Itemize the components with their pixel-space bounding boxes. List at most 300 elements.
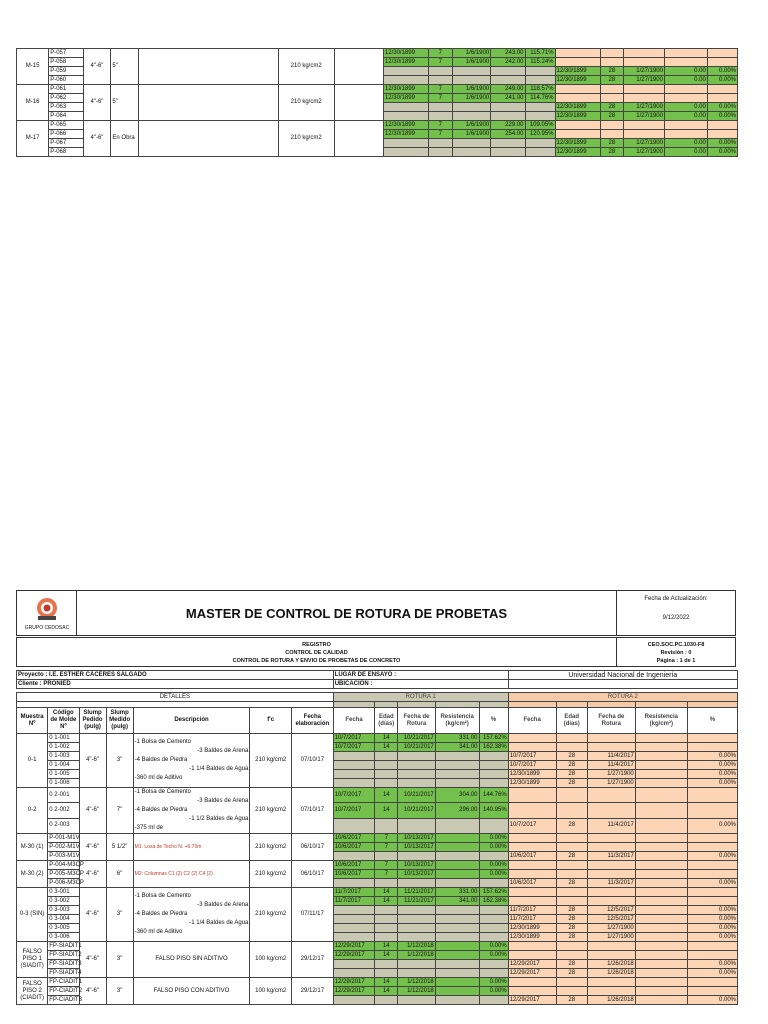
rotura2-pct-cell: [687, 897, 737, 906]
rotura2-resistencia-cell: [635, 951, 687, 960]
rotura1-fecha-rotura-cell: 1/6/1900: [452, 58, 491, 67]
rotura1-fecha-rotura-cell: 11/21/2017: [398, 888, 436, 897]
rotura2-edad-cell: [556, 734, 587, 743]
rotura1-fecha-rotura-cell: 11/21/2017: [398, 897, 436, 906]
registro-line-1: REGISTRO: [302, 642, 331, 648]
rotura1-edad-cell: 14: [375, 734, 398, 743]
mold-code-cell: 0 1-003: [48, 752, 79, 761]
rotura1-edad-cell: 7: [428, 58, 452, 67]
rotura2-pct-cell: [687, 788, 737, 803]
rotura1-pct-cell: 157.62%: [479, 888, 508, 897]
description-line: -4 Baldes de Piedra: [134, 757, 188, 763]
rotura1-edad-cell: [428, 112, 452, 121]
rotura2-fecha-cell: [555, 94, 600, 103]
rotura1-pct-cell: [479, 818, 508, 833]
rotura2-pct-cell: [707, 49, 737, 58]
lugar-label: LUGAR DE ENSAYO :: [334, 671, 397, 678]
rotura2-resistencia-cell: [635, 788, 687, 803]
elab-date-cell: 07/11/17: [292, 888, 334, 942]
rotura2-fecha-rotura-cell: [587, 951, 635, 960]
rotura1-fecha-cell: 12/30/1899: [383, 49, 428, 58]
rotura2-pct-cell: 0.00%: [687, 915, 737, 924]
rotura1-resistencia-cell: [435, 906, 479, 915]
rotura2-fecha-cell: 11/7/2017: [508, 915, 556, 924]
col-fecha-elab: Fecha elaboración: [292, 708, 334, 734]
mold-code-cell: 0 3-004: [48, 915, 79, 924]
elab-date-cell: 07/10/17: [292, 788, 334, 834]
rotura2-fecha-rotura-cell: 1/26/2018: [587, 960, 635, 969]
rotura1-fecha-cell: 12/30/1899: [383, 130, 428, 139]
rotura2-pct-cell: [707, 121, 737, 130]
description-line: -3 Baldes de Arena: [197, 902, 249, 908]
mold-code-cell: P-059: [49, 67, 83, 76]
rotura2-fecha-rotura-cell: [624, 130, 665, 139]
rotura1-edad-cell: 14: [375, 987, 398, 996]
rotura1-fecha-cell: 10/6/2017: [333, 843, 375, 852]
mold-code-cell: FP-CIADIT2: [49, 987, 82, 994]
rotura1-fecha-cell: [383, 112, 428, 121]
rotura1-resistencia-cell: [435, 933, 479, 942]
rotura2-pct-cell: 0.00%: [687, 752, 737, 761]
rotura1-fecha-rotura-cell: 10/21/2017: [398, 743, 436, 752]
elab-date-cell: 07/10/17: [292, 734, 334, 788]
ubicacion-label: UBICACIÓN :: [334, 680, 373, 687]
rotura2-pct-cell: 0.00%: [687, 779, 737, 788]
rotura2-fecha-rotura-cell: [624, 58, 665, 67]
rotura2-fecha-rotura-cell: 1/27/1900: [624, 67, 665, 76]
mold-code-cell: P-066: [49, 130, 83, 139]
description-cell: [133, 788, 250, 834]
col-r1-edad: Edad (días): [375, 708, 398, 734]
rotura2-resistencia-cell: 0.00: [664, 76, 707, 85]
rotura2-fecha-cell: 12/29/2017: [508, 969, 556, 978]
col-r2-resistencia: Resistencia (kg/cm²): [635, 708, 687, 734]
rotura1-fecha-rotura-cell: [398, 779, 436, 788]
rotura2-pct-cell: [687, 743, 737, 752]
rotura1-fecha-cell: [383, 148, 428, 157]
rotura2-pct-cell: [687, 942, 737, 951]
elab-cell: [334, 49, 383, 85]
rotura2-edad-cell: 28: [556, 761, 587, 770]
mold-code-cell: P-064: [49, 112, 83, 121]
rotura2-fecha-rotura-cell: 1/27/1900: [587, 770, 635, 779]
rotura1-resistencia-cell: [435, 843, 479, 852]
rotura1-fecha-cell: [383, 76, 428, 85]
rotura1-edad-cell: [375, 752, 398, 761]
rotura1-resistencia-cell: [435, 770, 479, 779]
rotura1-resistencia-cell: [435, 861, 479, 870]
rotura2-fecha-rotura-cell: [624, 94, 665, 103]
rotura1-fecha-cell: 11/7/2017: [333, 888, 375, 897]
rotura1-fecha-cell: 10/7/2017: [333, 734, 375, 743]
rotura1-edad-cell: 7: [375, 861, 398, 870]
rotura1-resistencia-cell: [491, 139, 525, 148]
rotura2-fecha-rotura-cell: [624, 85, 665, 94]
rotura2-fecha-rotura-cell: [587, 734, 635, 743]
rotura2-fecha-rotura-cell: [587, 942, 635, 951]
rotura1-fecha-cell: 12/30/1899: [383, 58, 428, 67]
rotura2-fecha-rotura-cell: 1/27/1900: [624, 139, 665, 148]
rotura2-resistencia-cell: 0.00: [664, 103, 707, 112]
rotura1-fecha-cell: 12/30/1899: [383, 94, 428, 103]
mold-code-cell: FP-SIADIT4: [49, 969, 82, 976]
rotura2-resistencia-cell: 0.00: [664, 148, 707, 157]
slump-medido-cell: 3": [106, 978, 133, 1005]
description-line: -1 Bolsa de Cemento: [134, 739, 192, 745]
rotura1-edad-cell: [375, 779, 398, 788]
rotura1-fecha-cell: [333, 969, 375, 978]
rotura2-pct-cell: [707, 130, 737, 139]
rotura1-fecha-rotura-cell: [452, 112, 491, 121]
registro-revision: Revisión : 0: [660, 650, 692, 656]
dimension-cell: 4"-6": [83, 49, 111, 85]
table-row: [17, 788, 738, 803]
rotura1-pct-cell: 144.76%: [479, 788, 508, 803]
rotura2-resistencia-cell: [635, 942, 687, 951]
rotura2-fecha-rotura-cell: 11/4/2017: [587, 761, 635, 770]
rotura1-pct-cell: 0.00%: [479, 987, 508, 996]
rotura1-fecha-cell: [333, 915, 375, 924]
rotura2-resistencia-cell: [664, 85, 707, 94]
rotura2-fecha-cell: 10/6/2017: [508, 852, 556, 861]
rotura2-fecha-rotura-cell: [587, 843, 635, 852]
rotura2-edad-cell: 28: [600, 103, 624, 112]
rotura1-edad-cell: [375, 852, 398, 861]
rotura2-fecha-cell: 10/6/2017: [508, 879, 556, 888]
rotura2-edad-cell: [556, 788, 587, 803]
mold-code-cell: 0 1-001: [48, 734, 79, 743]
rotura1-fecha-cell: 12/30/1899: [383, 85, 428, 94]
rotura2-edad-cell: 28: [556, 770, 587, 779]
rotura1-resistencia-cell: [435, 969, 479, 978]
rotura1-resistencia-cell: [435, 879, 479, 888]
mold-code-cell: P-002-M1V: [49, 843, 80, 850]
rotura2-fecha-cell: [555, 121, 600, 130]
rotura2-resistencia-cell: [635, 888, 687, 897]
rotura1-resistencia-cell: [435, 915, 479, 924]
mold-code-cell: P-003-M1V: [49, 852, 80, 859]
rotura1-pct-cell: [479, 915, 508, 924]
mold-code-cell: 0 2-001: [48, 788, 79, 803]
registro-box: [16, 637, 736, 667]
rotura1-fecha-rotura-cell: 1/6/1900: [452, 130, 491, 139]
slump-pedido-cell: 4"-6": [79, 834, 106, 861]
sample-number-cell: FALSO PISO 2 (CIADIT): [17, 978, 48, 1005]
rotura1-fecha-rotura-cell: 10/13/2017: [398, 843, 436, 852]
rotura1-resistencia-cell: [435, 951, 479, 960]
document-title: MASTER DE CONTROL DE ROTURA DE PROBETAS: [77, 591, 617, 635]
rotura1-edad-cell: 14: [375, 888, 398, 897]
mold-code-cell: 0 1-002: [48, 743, 79, 752]
mold-code-cell: P-057: [49, 49, 83, 58]
rotura1-pct-cell: [479, 761, 508, 770]
mold-code-cell: 0 1-006: [48, 779, 79, 788]
description-cell: [133, 834, 250, 861]
rotura1-resistencia-cell: [491, 67, 525, 76]
rotura1-resistencia-cell: 254.00: [491, 130, 525, 139]
rotura2-resistencia-cell: [635, 933, 687, 942]
rotura1-pct-cell: [479, 779, 508, 788]
rotura1-resistencia-cell: 241.00: [491, 94, 525, 103]
fc-cell: 210 kg/cm2: [278, 85, 334, 121]
rotura1-pct-cell: [479, 852, 508, 861]
rotura1-fecha-cell: 12/29/2017: [333, 951, 375, 960]
mold-code-cell: 0 1-005: [48, 770, 79, 779]
slump-pedido-cell: 4"-6": [79, 788, 106, 834]
rotura2-fecha-rotura-cell: [587, 743, 635, 752]
rotura2-fecha-cell: [508, 788, 556, 803]
rotura1-fecha-rotura-cell: 1/6/1900: [452, 85, 491, 94]
rotura1-edad-cell: [428, 103, 452, 112]
rotura2-resistencia-cell: [635, 870, 687, 879]
rotura1-pct-cell: 115.71%: [525, 49, 555, 58]
table-row: [17, 942, 738, 951]
rotura2-edad-cell: 28: [556, 915, 587, 924]
col-r2-pct: %: [687, 708, 737, 734]
description-line: -3 Baldes de Arena: [197, 748, 249, 754]
rotura2-pct-cell: [687, 888, 737, 897]
table-row: [17, 121, 738, 130]
rotura2-edad-cell: [556, 870, 587, 879]
elab-date-cell: 06/10/17: [292, 861, 334, 888]
rotura2-fecha-cell: [508, 843, 556, 852]
rotura2-pct-cell: 0.00%: [687, 761, 737, 770]
rotura2-fecha-cell: 12/30/1899: [508, 924, 556, 933]
rotura2-resistencia-cell: [635, 770, 687, 779]
rotura2-pct-cell: 0.00%: [687, 960, 737, 969]
rotura1-fecha-cell: [333, 779, 375, 788]
rotura1-resistencia-cell: [435, 978, 479, 987]
master-results-table: [16, 670, 738, 1005]
slump-cell: 5": [111, 49, 139, 85]
rotura2-fecha-cell: 12/30/1899: [555, 76, 600, 85]
rotura2-resistencia-cell: 0.00: [664, 67, 707, 76]
rotura2-resistencia-cell: [635, 915, 687, 924]
description-cell: [133, 734, 250, 788]
update-box: [617, 591, 735, 635]
rotura1-fecha-cell: 10/6/2017: [333, 861, 375, 870]
sample-number-cell: 0-1: [17, 734, 48, 788]
description-line: -1 Bolsa de Cemento: [134, 893, 192, 899]
mold-code-cell: 0 2-003: [48, 818, 79, 833]
rotura1-resistencia-cell: [435, 987, 479, 996]
rotura1-fecha-rotura-cell: [398, 915, 436, 924]
rotura1-edad-cell: [375, 996, 398, 1005]
rotura2-edad-cell: [556, 942, 587, 951]
rotura1-fecha-rotura-cell: 10/21/2017: [398, 788, 436, 803]
table-row: [17, 834, 738, 843]
rotura1-fecha-cell: 12/30/1899: [383, 121, 428, 130]
rotura2-fecha-rotura-cell: [587, 888, 635, 897]
rotura2-edad-cell: [556, 978, 587, 987]
rotura2-fecha-cell: [555, 49, 600, 58]
description-line: -3 Baldes de Arena: [197, 798, 249, 804]
rotura1-edad-cell: [428, 148, 452, 157]
rotura2-resistencia-cell: [635, 960, 687, 969]
rotura1-fecha-rotura-cell: 10/13/2017: [398, 870, 436, 879]
description-cell: [133, 942, 250, 978]
rotura1-fecha-cell: [333, 770, 375, 779]
rotura1-edad-cell: 14: [375, 978, 398, 987]
rotura1-resistencia-cell: 249.00: [491, 85, 525, 94]
slump-pedido-cell: 4"-6": [79, 734, 106, 788]
rotura1-resistencia-cell: 331.00: [435, 734, 479, 743]
rotura2-resistencia-cell: [635, 743, 687, 752]
rotura2-fecha-rotura-cell: 1/27/1900: [624, 76, 665, 85]
rotura2-pct-cell: [687, 978, 737, 987]
table-row: [17, 861, 738, 870]
rotura2-fecha-cell: [508, 888, 556, 897]
col-r1-resistencia: Resistencia (kg/cm²): [435, 708, 479, 734]
rotura1-fecha-rotura-cell: [452, 103, 491, 112]
rotura1-pct-cell: 0.00%: [479, 951, 508, 960]
rotura1-resistencia-cell: 341.00: [435, 897, 479, 906]
rotura1-edad-cell: 7: [428, 85, 452, 94]
description-line: M1: Losa de Techo N. +6.70m: [134, 843, 202, 850]
table-row: [17, 49, 738, 58]
rotura2-edad-cell: [600, 130, 624, 139]
rotura2-pct-cell: [687, 951, 737, 960]
rotura2-fecha-rotura-cell: [587, 987, 635, 996]
rotura1-edad-cell: [375, 770, 398, 779]
rotura1-fecha-cell: 10/6/2017: [333, 870, 375, 879]
mold-code-cell: 0 3-003: [48, 906, 79, 915]
rotura2-fecha-cell: 11/7/2017: [508, 906, 556, 915]
rotura1-resistencia-cell: [491, 112, 525, 121]
rotura2-pct-cell: [687, 870, 737, 879]
rotura1-resistencia-cell: [435, 818, 479, 833]
rotura2-pct-cell: 0.00%: [707, 112, 737, 121]
rotura1-edad-cell: 7: [375, 834, 398, 843]
rotura1-fecha-rotura-cell: 1/6/1900: [452, 121, 491, 130]
rotura2-fecha-cell: [508, 951, 556, 960]
rotura2-resistencia-cell: [635, 803, 687, 818]
rotura1-fecha-cell: [333, 879, 375, 888]
rotura1-edad-cell: 7: [428, 121, 452, 130]
rotura1-fecha-cell: [383, 139, 428, 148]
slump-medido-cell: 3": [106, 734, 133, 788]
rotura2-pct-cell: 0.00%: [687, 852, 737, 861]
rotura2-resistencia-cell: [635, 906, 687, 915]
mold-code-cell: FP-CIADIT1: [49, 978, 82, 985]
rotura2-fecha-cell: [555, 130, 600, 139]
rotura1-fecha-rotura-cell: 10/21/2017: [398, 734, 436, 743]
rotura2-header: ROTURA 2: [508, 693, 737, 702]
mold-code-cell: P-058: [49, 58, 83, 67]
rotura1-fecha-cell: 11/7/2017: [333, 897, 375, 906]
rotura2-edad-cell: 28: [600, 148, 624, 157]
rotura1-resistencia-cell: 243.00: [491, 49, 525, 58]
rotura2-edad-cell: 28: [556, 752, 587, 761]
rotura2-fecha-cell: 10/7/2017: [508, 818, 556, 833]
slump-medido-cell: 3": [106, 942, 133, 978]
rotura1-pct-cell: [525, 67, 555, 76]
rotura1-edad-cell: 7: [428, 130, 452, 139]
rotura2-fecha-cell: [508, 743, 556, 752]
rotura2-resistencia-cell: 0.00: [664, 139, 707, 148]
rotura1-fecha-rotura-cell: [398, 969, 436, 978]
fc-cell: 210 kg/cm2: [250, 888, 292, 942]
update-label: Fecha de Actualización:: [644, 596, 708, 602]
rotura1-edad-cell: [375, 915, 398, 924]
rotura2-fecha-cell: [508, 861, 556, 870]
rotura2-pct-cell: 0.00%: [707, 148, 737, 157]
col-descripcion: Descripción: [133, 708, 250, 734]
rotura2-fecha-cell: [508, 987, 556, 996]
rotura1-edad-cell: 14: [375, 743, 398, 752]
rotura2-edad-cell: [556, 897, 587, 906]
description-line: -1 1/4 Baldes de Agua: [189, 766, 249, 772]
sample-group-cell: M-16: [17, 85, 49, 121]
rotura1-fecha-cell: [383, 67, 428, 76]
description-line: -375 ml de: [134, 825, 164, 831]
rotura1-edad-cell: [375, 761, 398, 770]
rotura1-edad-cell: [375, 818, 398, 833]
rotura2-fecha-rotura-cell: 11/4/2017: [587, 752, 635, 761]
rotura1-edad-cell: 14: [375, 803, 398, 818]
rotura1-fecha-rotura-cell: 1/12/2018: [398, 987, 436, 996]
rotura1-fecha-cell: [333, 906, 375, 915]
rotura1-edad-cell: [375, 960, 398, 969]
rotura1-fecha-rotura-cell: [398, 770, 436, 779]
rotura2-fecha-rotura-cell: [587, 870, 635, 879]
rotura2-edad-cell: [600, 49, 624, 58]
cliente-label: Cliente : PRONIED: [18, 680, 71, 687]
rotura2-pct-cell: 0.00%: [707, 67, 737, 76]
description-line: FALSO PISO SIN ADITIVO: [155, 956, 228, 962]
col-muestra: Muestra Nº: [17, 708, 48, 734]
rotura1-edad-cell: 7: [428, 94, 452, 103]
rotura2-pct-cell: [707, 94, 737, 103]
detalles-header: DETALLES: [17, 693, 334, 702]
rotura2-resistencia-cell: [635, 978, 687, 987]
rotura1-header: ROTURA 1: [333, 693, 508, 702]
rotura2-fecha-cell: [508, 734, 556, 743]
rotura1-pct-cell: [479, 752, 508, 761]
master-table-body: [17, 734, 738, 1005]
rotura2-fecha-cell: 12/30/1899: [555, 139, 600, 148]
rotura2-edad-cell: [600, 85, 624, 94]
table-row: [17, 85, 738, 94]
description-line: -1 1/2 Baldes de Agua: [189, 816, 249, 822]
rotura1-resistencia-cell: [491, 103, 525, 112]
sample-group-cell: M-17: [17, 121, 49, 157]
rotura2-edad-cell: [600, 121, 624, 130]
rotura1-edad-cell: [375, 906, 398, 915]
rotura1-edad-cell: 14: [375, 788, 398, 803]
slump-pedido-cell: 4"-6": [79, 888, 106, 942]
rotura2-edad-cell: 28: [600, 67, 624, 76]
mold-code-cell: 0 3-005: [48, 924, 79, 933]
rotura2-fecha-cell: 12/30/1899: [555, 148, 600, 157]
rotura1-edad-cell: 14: [375, 951, 398, 960]
slump-medido-cell: 5 1/2": [106, 834, 133, 861]
slump-medido-cell: 7": [106, 788, 133, 834]
rotura2-pct-cell: 0.00%: [687, 996, 737, 1005]
rotura2-resistencia-cell: [635, 752, 687, 761]
rotura1-resistencia-cell: [435, 779, 479, 788]
rotura1-fecha-cell: 12/29/2017: [333, 978, 375, 987]
slump-pedido-cell: 4"-6": [79, 978, 106, 1005]
rotura2-fecha-rotura-cell: 12/5/2017: [587, 915, 635, 924]
rotura1-fecha-rotura-cell: 1/12/2018: [398, 951, 436, 960]
rotura1-fecha-cell: [333, 924, 375, 933]
rotura2-edad-cell: [600, 58, 624, 67]
rotura2-edad-cell: 28: [556, 852, 587, 861]
rotura2-edad-cell: [556, 861, 587, 870]
description-line: -360 ml de Aditivo: [134, 929, 183, 935]
rotura1-resistencia-cell: 229.00: [491, 121, 525, 130]
